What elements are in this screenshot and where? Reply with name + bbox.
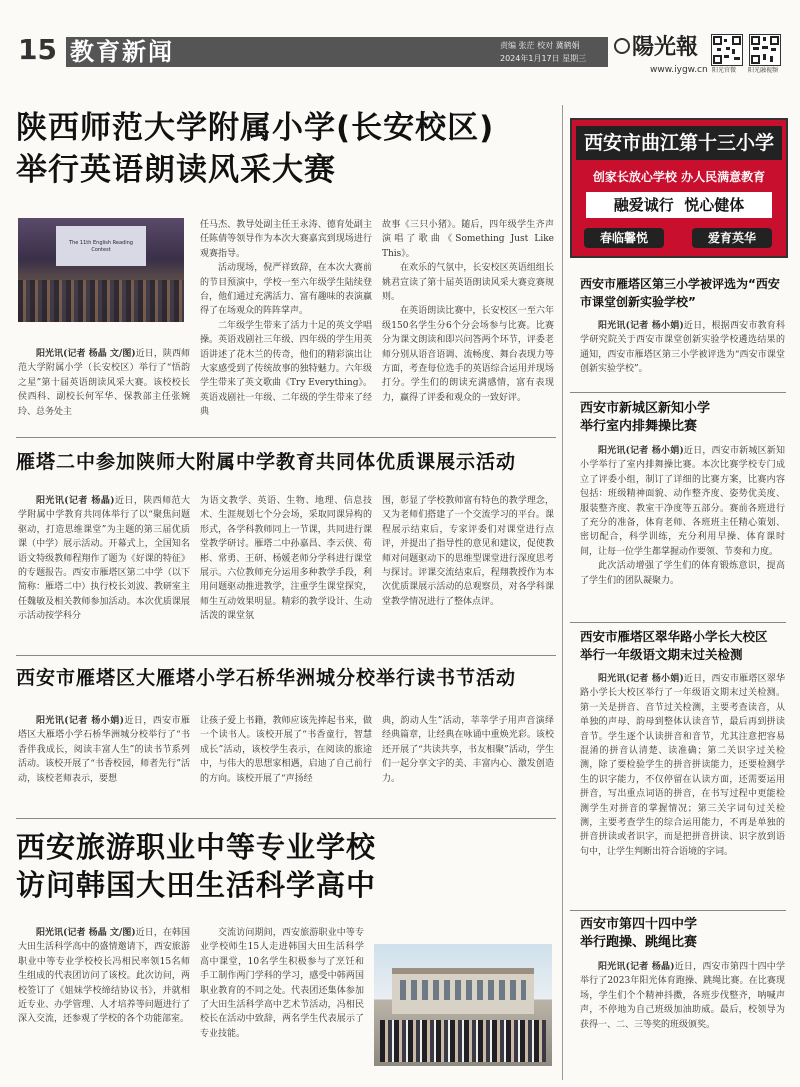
paragraph: 近日，西安市新城区新知小学举行了室内排舞操比赛。本次比赛学校专门成立了评委小组，制订了详细的比赛方案，比赛内容包括：班级精神面貌、动作整齐度、姿势优美度、服装整齐度、教室干净度等五部分。赛前各班进行了充分的准备，体育老师、各班班主任精心策划、密切配合，科学训练，充分利用早操、体育课时间，让每一位学生都掌握动作要领、节奏和力度。 bbox=[580, 446, 785, 557]
article-column bbox=[382, 714, 554, 786]
page-number: 15 bbox=[18, 33, 57, 66]
article-column bbox=[18, 494, 190, 624]
article-4 bbox=[0, 820, 560, 1087]
paragraph: 近日，陕西师范大学附属中学教育共同体举行了以“聚焦问题驱动，打造思维课堂”为主题的第三届优质课（中学）展示活动。开幕式上，全国知名语文特级教师程翔作了题为《好课的特征》的专题报告。西安市雁塔区第二中学（以下简称：雁塔二中）执行校长刘波、教研室主任魏敏及相关教师参加活动。本次优质课展示活动按学科分 bbox=[18, 496, 190, 622]
byline: 阳光讯(记者 杨小娟) bbox=[598, 446, 684, 456]
paragraph: 典，韵动人生”活动，莘莘学子用声音演绎经典篇章，让经典在咏诵中重焕光彩。该校还开展了“共读共享，书友相聚”活动，学生们一起分享文字的美、丰富内心、激发创造力。 bbox=[382, 716, 554, 784]
paragraph: 在欢乐的气氛中，长安校区英语组组长姚君宣读了第十届英语朗读风采大赛竞赛规则。 bbox=[382, 263, 554, 303]
article-photo bbox=[18, 218, 184, 322]
crowd bbox=[18, 280, 184, 322]
paragraph: 为语文教学、英语、生物、地理、信息技术、生涯规划七个分会场，采取同课异构的形式，各学科教师同上一节课，共同进行课堂教学研讨。雁塔二中孙嘉昌、李云侠、荀彬、常勇、王研、杨媛老师分学科进行课堂展示。六位教师充分运用多种教学手段，利用问题驱动推进教学，注重学生课堂探究，师生互动效果明显。精彩的教学设计、生动活泼的课堂氛 bbox=[200, 496, 372, 622]
sidebar-article bbox=[580, 628, 785, 859]
byline: 阳光讯(记者 杨晶 文/图) bbox=[36, 928, 136, 938]
screen-banner-text: The 11th English Reading Contest bbox=[69, 240, 133, 253]
byline: 阳光讯(记者 杨小娟) bbox=[598, 674, 684, 684]
divider bbox=[570, 910, 786, 911]
sidebar-title: 举行一年级语文期末过关检测 bbox=[580, 647, 743, 662]
qr-caption: 阳光融视频 bbox=[748, 67, 779, 74]
sidebar-article bbox=[580, 400, 785, 588]
paragraph: 活动现场，倪严祥致辞，在本次大赛前的节目预演中，学校一至六年级学生陆续登台，他们通过充满活力、富有趣味的表演赢得了在场观众的阵阵掌声。 bbox=[200, 263, 372, 317]
headline: 西安旅游职业中等专业学校 bbox=[16, 830, 377, 864]
article-2 bbox=[0, 440, 560, 650]
paragraph: 近日，西安市雁塔区翠华路小学长大校区举行了一年级语文期末过关检测。第一关是拼音、音节过关检测，主要考查读音，从单独的声母、韵母到整体认读音节，最后再到拼读音节。学生逐个认读拼音和音节，尤其注意把容易混淆的拼音认清楚、读准确；第二关识字过关检测，除了要检验学生的拼音拼读能力，还要检测学生的识字能力，不仅停留在认读方面，还需要运用拼音，写出重点词语的拼音，在书写过程中更能检测学生对拼音的掌握情况；第三关字词句过关检测，主要考查学生的综合运用能力，不再是单独的拼音拼读或者识字，而是把拼音拼读、识字放到语句中，让学生判断出符合语境的字词。 bbox=[580, 674, 785, 857]
building-windows bbox=[400, 980, 526, 1000]
sidebar-article bbox=[580, 275, 785, 377]
headline: 陕西师范大学附属小学(长安校区) bbox=[16, 110, 495, 146]
headline: 访问韩国大田生活科学高中 bbox=[16, 868, 377, 902]
section-title: 教育新闻 bbox=[70, 38, 174, 66]
ad-slogan: 融爱诚行 悦心健体 bbox=[613, 196, 745, 214]
school-advertisement bbox=[570, 118, 788, 258]
ad-school-name: 西安市曲江第十三小学 bbox=[583, 132, 774, 154]
byline: 阳光讯(记者 杨晶) bbox=[36, 496, 115, 506]
newspaper-logo: 陽光報 bbox=[632, 34, 699, 60]
article-3 bbox=[0, 658, 560, 818]
divider bbox=[570, 622, 786, 623]
ad-tag: 春临馨悦 bbox=[584, 228, 664, 248]
paragraph: 让孩子爱上书籍，教师应该先捧起书来，做一个读书人。该校开展了“书香童行，智慧成长”活动，该校学生表示，在阅读的旅途中，与伟大的思想家相遇，启迪了自己前行的方向。该校开展了“声扬经 bbox=[200, 716, 372, 784]
article-column bbox=[18, 714, 190, 786]
article-photo bbox=[374, 944, 552, 1066]
byline: 阳光讯(记者 杨晶 文/图) bbox=[36, 349, 136, 359]
article-column bbox=[200, 218, 372, 420]
qr-code-icon[interactable] bbox=[711, 34, 743, 66]
article-1 bbox=[0, 0, 560, 430]
paragraph: 近日，根据西安市教育科学研究院关于西安市课堂创新实验学校遴选结果的通知，西安市雁塔区第三小学被评选为“西安市课堂创新实验学校”。 bbox=[580, 321, 785, 375]
sidebar-title: 举行跑操、跳绳比赛 bbox=[580, 935, 698, 950]
issue-date: 2024年1月17日 星期三 bbox=[500, 54, 587, 63]
ad-tag: 爱育英华 bbox=[692, 228, 772, 248]
paragraph: 二年级学生带来了活力十足的英文学唱操。英语戏剧社三年级、四年级的学生用英语讲述了花木兰的传奇，他们的精彩演出让大家感受到了传统故事的独特魅力。六年级学生带来了英文歌曲《Try Everything》。英语戏剧社一年级、二年级的学生带来了经典 bbox=[200, 320, 372, 418]
divider bbox=[16, 818, 556, 819]
sidebar-title: 西安市第四十四中学 bbox=[580, 917, 698, 932]
article-column bbox=[18, 926, 190, 1027]
byline: 阳光讯(记者 杨小娟) bbox=[36, 716, 124, 726]
paragraph: 近日，陕西师范大学附属小学（长安校区）举行了“悟韵之星”第十届英语朗读风采大赛。该校校长侯西科、副校长何军华、保教部主任张婉玲、总务处主 bbox=[18, 349, 190, 417]
sidebar-title: 举行室内排舞操比赛 bbox=[580, 419, 698, 434]
article-column bbox=[200, 494, 372, 624]
divider bbox=[16, 655, 556, 656]
article-column bbox=[18, 347, 190, 419]
website-url[interactable]: www.iygw.cn bbox=[650, 65, 708, 75]
article-column bbox=[382, 218, 554, 405]
paragraph: 围，彰显了学校教师富有特色的教学理念，又为老师们搭建了一个交流学习的平台。课程展示结束后，专家评委们对课堂进行点评，并提出了指导性的意见和建议，促使教师对问题驱动下的思维型课堂进行深度思考与探讨。评课交流结束后，程翔教授作为本次优质课展示活动的总观察员，对各学科课堂教学情况进行了整体点评。 bbox=[382, 496, 554, 607]
paragraph: 近日，西安市第四十四中学举行了2023年阳光体育跑操、跳绳比赛。在比赛现场，学生们个个精神抖擞，各班步伐整齐，呐喊声声，不停地为自己班级加油助威。最后，校领导为获得一、二、三等奖的班级颁奖。 bbox=[580, 962, 785, 1030]
sun-logo-icon bbox=[614, 38, 630, 54]
divider bbox=[16, 437, 556, 438]
paragraph: 故事《三只小猪》。随后，四年级学生齐声演唱了歌曲《Something Just Like This》。 bbox=[382, 220, 554, 259]
byline: 阳光讯(记者 杨晶) bbox=[598, 962, 675, 972]
article-column bbox=[200, 714, 372, 786]
ad-slogan: 创家长放心学校 办人民满意教育 bbox=[592, 170, 766, 184]
sidebar-title: 西安市雁塔区翠华路小学长大校区 bbox=[580, 629, 768, 644]
paragraph: 交流访问期间，西安旅游职业中等专业学校师生15人走进韩国大田生活科学高中课堂，10名学生积极参与了烹饪和手工制作两门学科的学习，感受中韩两国职业教育的不同之处。代表团还集体参加了大田生活科学高中艺术节活动，冯相民校长在活动中致辞，两名学生代表展示了专业技能。 bbox=[200, 928, 364, 1039]
paragraph: 近日，西安市雁塔区大雁塔小学石桥华洲城分校举行了“书香伴我成长，阅读丰富人生”的读书节系列活动。该校开展了“书香校园，师者先行”活动，该校老师表示，要想 bbox=[18, 716, 190, 784]
paragraph: 此次活动增强了学生们的体育锻炼意识，提高了学生们的团队凝聚力。 bbox=[580, 561, 785, 586]
article-column bbox=[382, 494, 554, 609]
qr-caption: 阳光官微 bbox=[712, 67, 737, 74]
sidebar-title: 西安市雁塔区第三小学被评选为“西安市课堂创新实验学校” bbox=[580, 277, 780, 309]
paragraph: 在英语朗读比赛中，长安校区一至六年级150名学生分6个分会场参与比赛。比赛分为课文朗读和即兴问答两个环节，评委老师分别从语音语调、流畅度、舞台表现力等方面，考查每位选手的英语综合运用并现场打分。学生们的朗读充满感情，富有表现力，赢得了评委和观众的一致好评。 bbox=[382, 306, 554, 403]
editors: 责编 张茫 校对 冀鹤娟 bbox=[500, 41, 580, 50]
paragraph: 近日，在韩国大田生活科学高中的盛情邀请下，西安旅游职业中等专业学校校长冯相民率领15名师生组成的代表团访问了该校。此次访问，两校签订了《姐妹学校缔结协议书》，并就相近专业、办学管理、人才培养等问题进行了深入交流，还参观了学校的各个功能部室。 bbox=[18, 928, 190, 1025]
article-column bbox=[200, 926, 364, 1041]
headline: 举行英语朗读风采大赛 bbox=[16, 152, 336, 188]
column-divider bbox=[562, 105, 563, 1080]
group-of-people bbox=[380, 1020, 546, 1062]
sidebar-title: 西安市新城区新知小学 bbox=[580, 401, 711, 416]
headline: 雁塔二中参加陕师大附属中学教育共同体优质课展示活动 bbox=[16, 451, 517, 473]
paragraph: 任马杰、教导处副主任王永涛、德育处副主任陈倩等领导作为本次大赛嘉宾到现场进行观赛指导。 bbox=[200, 220, 372, 259]
divider bbox=[570, 392, 786, 393]
qr-code-icon[interactable] bbox=[749, 34, 781, 66]
sidebar-article bbox=[580, 916, 785, 1032]
headline: 西安市雁塔区大雁塔小学石桥华洲城分校举行读书节活动 bbox=[16, 667, 517, 689]
byline: 阳光讯(记者 杨小娟) bbox=[598, 321, 684, 331]
